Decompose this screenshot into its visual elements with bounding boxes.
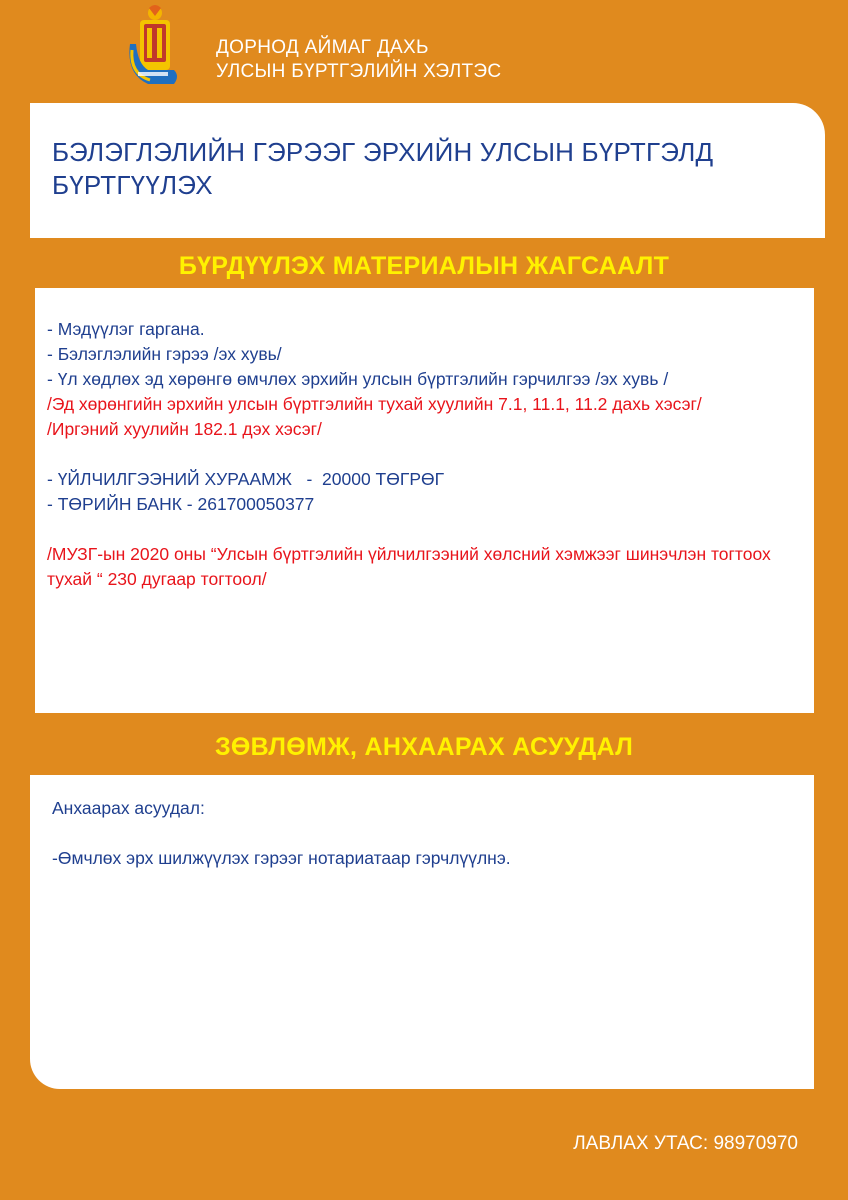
list-item: - Мэдүүлэг гаргана. [47, 319, 205, 339]
bank-account: - ТӨРИЙН БАНК - 261700050377 [47, 494, 315, 514]
page-title: БЭЛЭГЛЭЛИЙН ГЭРЭЭГ ЭРХИЙН УЛСЫН БҮРТГЭЛД БҮРТГҮҮЛЭХ [52, 137, 714, 200]
org-name [216, 36, 501, 84]
materials-heading: БҮРДҮҮЛЭХ МАТЕРИАЛЫН ЖАГСААЛТ [178, 252, 670, 280]
advice-content [52, 796, 792, 871]
service-fee: - ҮЙЛЧИЛГЭЭНИЙ ХУРААМЖ - 20000 ТӨГРӨГ [47, 469, 445, 489]
advice-text: -Өмчлөх эрх шилжүүлэх гэрээг нотариатаар гэрчлүүлнэ. [52, 848, 511, 868]
contact-phone: ЛАВЛАХ УТАС: 98970970 [573, 1133, 798, 1154]
materials-card [35, 288, 814, 713]
advice-heading: ЗӨВЛӨМЖ, АНХААРАХ АСУУДАЛ [214, 733, 634, 761]
org-name-line2: УЛСЫН БҮРТГЭЛИЙН ХЭЛТЭС [216, 61, 502, 82]
advice-label: Анхаарах асуудал: [52, 798, 205, 818]
list-item: - Бэлэглэлийн гэрээ /эх хувь/ [47, 344, 282, 364]
resolution-reference: /МУЗГ-ын 2020 оны “Улсын бүртгэлийн үйлчилгээний хөлсний хэмжээг шинэчлэн тогтоох тухай “ 230 дугаар тогтоол/ [47, 544, 771, 589]
org-name-line1: ДОРНОД АЙМАГ ДАХЬ [216, 37, 429, 58]
law-reference: /Эд хөрөнгийн эрхийн улсын бүртгэлийн тухай хуулийн 7.1, 11.1, 11.2 дахь хэсэг/ [47, 394, 702, 414]
soyombo-emblem-icon [122, 4, 184, 90]
advice-card [30, 775, 814, 1089]
list-item: - Үл хөдлөх эд хөрөнгө өмчлөх эрхийн улсын бүртгэлийн гэрчилгээ /эх хувь / [47, 369, 669, 389]
law-reference: /Иргэний хуулийн 182.1 дэх хэсэг/ [47, 419, 322, 439]
title-card [30, 103, 825, 238]
materials-list [47, 317, 812, 592]
